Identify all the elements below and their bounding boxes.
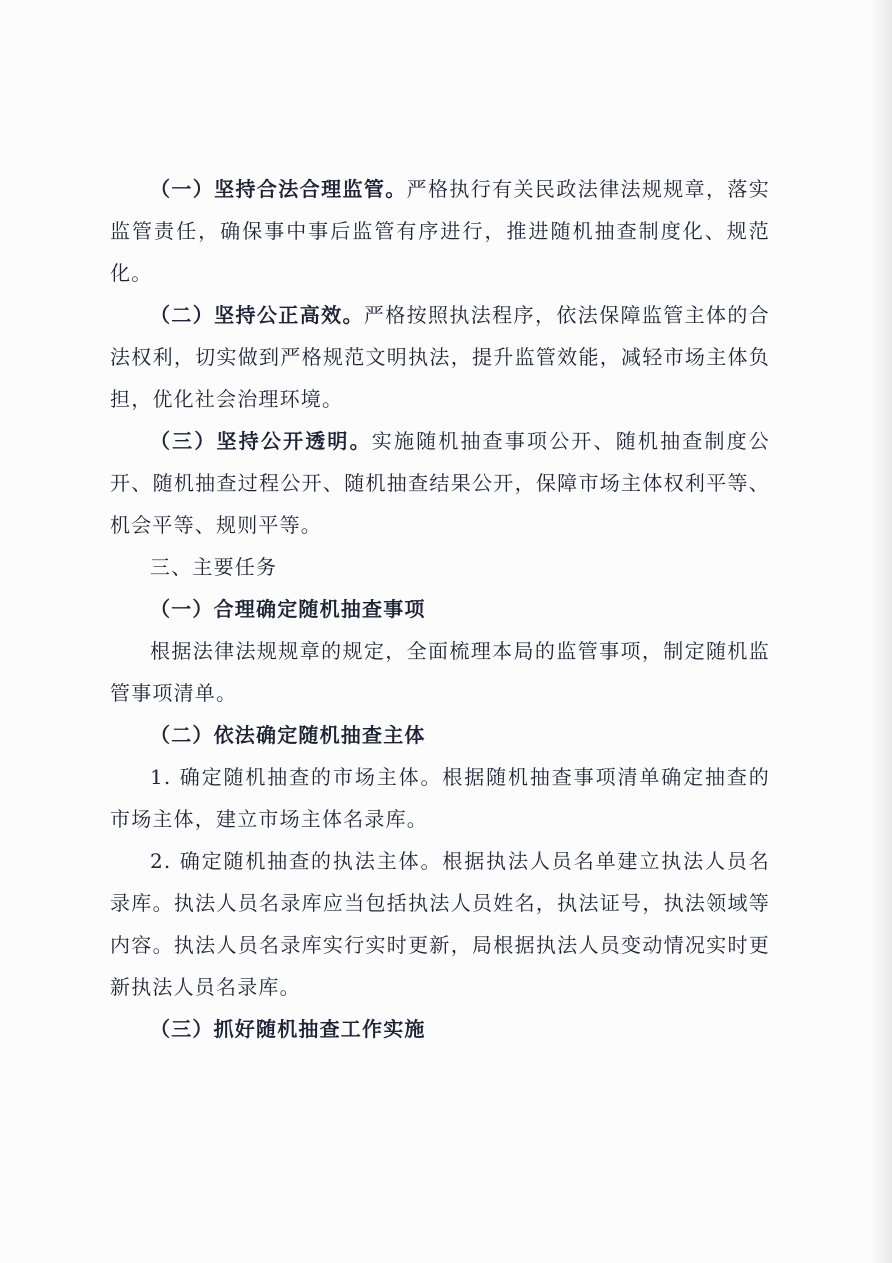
principle-3-body: 实施随机抽查事项公开、随机抽查制度公开、随机抽查过程公开、随机抽查结果公开，保障市场主体权利平等、机会平等、规则平等。 xyxy=(110,429,770,537)
principle-1-body: 严格执行有关民政法律法规规章，落实监管责任，确保事中事后监管有序进行，推进随机抽查制度化、规范化。 xyxy=(110,177,770,285)
principle-2-lead: （二）坚持公正高效。 xyxy=(150,303,364,327)
section-3-heading: 三、主要任务 xyxy=(150,555,278,579)
subsection-2-item-2: 2. 确定随机抽查的执法主体。根据执法人员名单建立执法人员名录库。执法人员名录库应当包括执法人员姓名，执法证号，执法领域等内容。执法人员名录库实行实时更新，局根据执法人员变动情况实时更新执法人员名录库。 xyxy=(110,849,770,999)
principle-paragraph-2 xyxy=(110,294,770,420)
document-body xyxy=(110,168,770,1050)
principle-1-lead: （一）坚持合法合理监管。 xyxy=(150,177,407,201)
principle-3-lead: （三）坚持公开透明。 xyxy=(150,429,372,453)
principle-paragraph-1 xyxy=(110,168,770,294)
subsection-3-title: （三）抓好随机抽查工作实施 xyxy=(150,1017,426,1041)
subsection-2-title: （二）依法确定随机抽查主体 xyxy=(150,723,426,747)
scan-edge-shadow xyxy=(870,0,892,1263)
subsection-1-title: （一）合理确定随机抽查事项 xyxy=(150,597,426,621)
principle-2-body: 严格按照执法程序，依法保障监管主体的合法权利，切实做到严格规范文明执法，提升监管效能，减轻市场主体负担，优化社会治理环境。 xyxy=(110,303,770,411)
principle-paragraph-3 xyxy=(110,420,770,546)
subsection-1-text: 根据法律法规规章的规定，全面梳理本局的监管事项，制定随机监管事项清单。 xyxy=(110,639,770,705)
subsection-2-item-1: 1. 确定随机抽查的市场主体。根据随机抽查事项清单确定抽查的市场主体，建立市场主体名录库。 xyxy=(110,765,770,831)
